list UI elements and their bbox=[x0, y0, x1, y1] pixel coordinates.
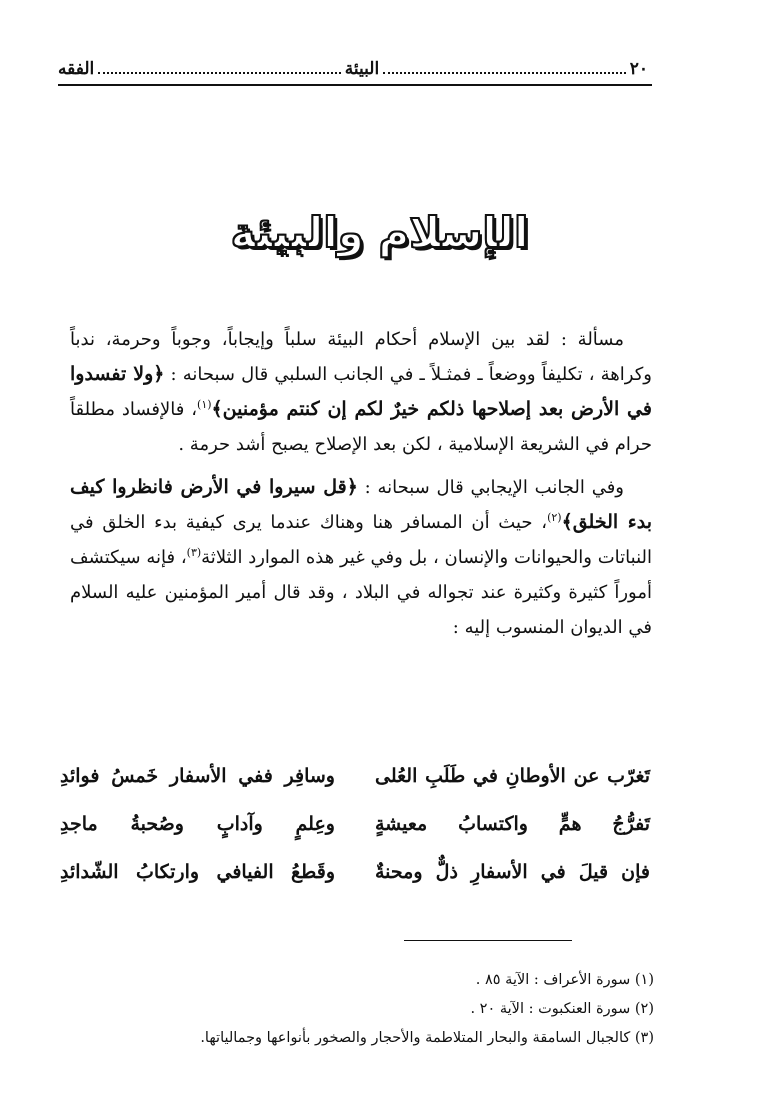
paragraph-text: ، فإنه سيكتشف أموراً كثيرة وكثيرة عند تجواله في البلاد ، وقد قال أمير المؤمنين عليه السلام في الديوان المنسوب إليه : bbox=[70, 547, 652, 638]
header-leader-dots bbox=[383, 72, 626, 74]
page-number: ٢٠ bbox=[629, 59, 648, 79]
body-text bbox=[70, 322, 652, 645]
paragraph-text: ، حيث أن المسافر هنا وهناك عندما يرى كيفية بدء الخلق في النباتات والحيوانات والإنسان ، بل وفي غير هذه الموارد الثلاثة bbox=[70, 512, 652, 568]
quran-verse: ﴿ولا تفسدوا في الأرض بعد إصلاحها ذلكم خيرٌ لكم إن كنتم مؤمنين﴾ bbox=[70, 363, 652, 420]
footnote: (٣) كالجبال السامقة والبحار المتلاطمة والأحجار والصخور بأنواعها وجمالياتها. bbox=[200, 1030, 654, 1046]
header-book-title: الفقه bbox=[58, 59, 95, 79]
header-rule bbox=[58, 84, 652, 86]
poem-hemistich-second: وقَطعُ الفيافي وارتكابُ الشّدائدِ bbox=[60, 861, 335, 883]
poem-verse bbox=[60, 800, 650, 848]
poem-verse bbox=[60, 848, 650, 896]
header-section: البيئة bbox=[344, 59, 380, 79]
footnote-ref: (٣) bbox=[186, 546, 202, 559]
paragraph-text: ، فالإفساد مطلقاً حرام في الشريعة الإسلامية ، لكن بعد الإصلاح يصبح أشد حرمة . bbox=[70, 399, 652, 455]
running-header bbox=[58, 52, 648, 86]
header-leader-dots bbox=[98, 72, 341, 74]
footnotes bbox=[150, 966, 654, 1053]
paragraph-text: وفي الجانب الإيجابي قال سبحانه : bbox=[357, 477, 624, 498]
poem-hemistich-first: تَغرّب عن الأوطانِ في طَلَبِ العُلى bbox=[375, 765, 650, 787]
poem-hemistich-second: وسافِر ففي الأسفار خَمسُ فوائدِ bbox=[60, 765, 335, 787]
poem-hemistich-first: فإن قيلَ في الأسفارِ ذلٌّ ومحنةٌ bbox=[375, 861, 650, 883]
poem-hemistich-second: وعِلمٍ وآدابٍ وصُحبةُ ماجدِ bbox=[60, 813, 335, 835]
chapter-title: الإسلام والبيئة bbox=[230, 208, 529, 257]
quran-verse: ﴿قل سيروا في الأرض فانظروا كيف بدء الخلق﴾ bbox=[70, 476, 652, 533]
footnote-separator bbox=[404, 940, 572, 941]
poem-verse bbox=[60, 752, 650, 800]
footnote-ref: (٢) bbox=[547, 511, 562, 524]
paragraph-text: مسألة : لقد بين الإسلام أحكام البيئة سلباً وإيجاباً، وجوباً وحرمة، ندباً وكراهة ، تكليفاً ووضعاً ـ فمثـلاً ـ في الجانب السلبي قال سبحانه : bbox=[70, 329, 652, 385]
poem bbox=[60, 752, 650, 896]
paragraph bbox=[70, 322, 652, 462]
paragraph bbox=[70, 470, 652, 645]
footnote: (١) سورة الأعراف : الآية ٨٥ . bbox=[475, 972, 654, 988]
poem-hemistich-first: تَفرُّجُ همٍّ واكتسابُ معيشةٍ bbox=[375, 813, 650, 835]
footnote-ref: (١) bbox=[197, 398, 212, 411]
footnote: (٢) سورة العنكبوت : الآية ٢٠ . bbox=[470, 1001, 654, 1017]
